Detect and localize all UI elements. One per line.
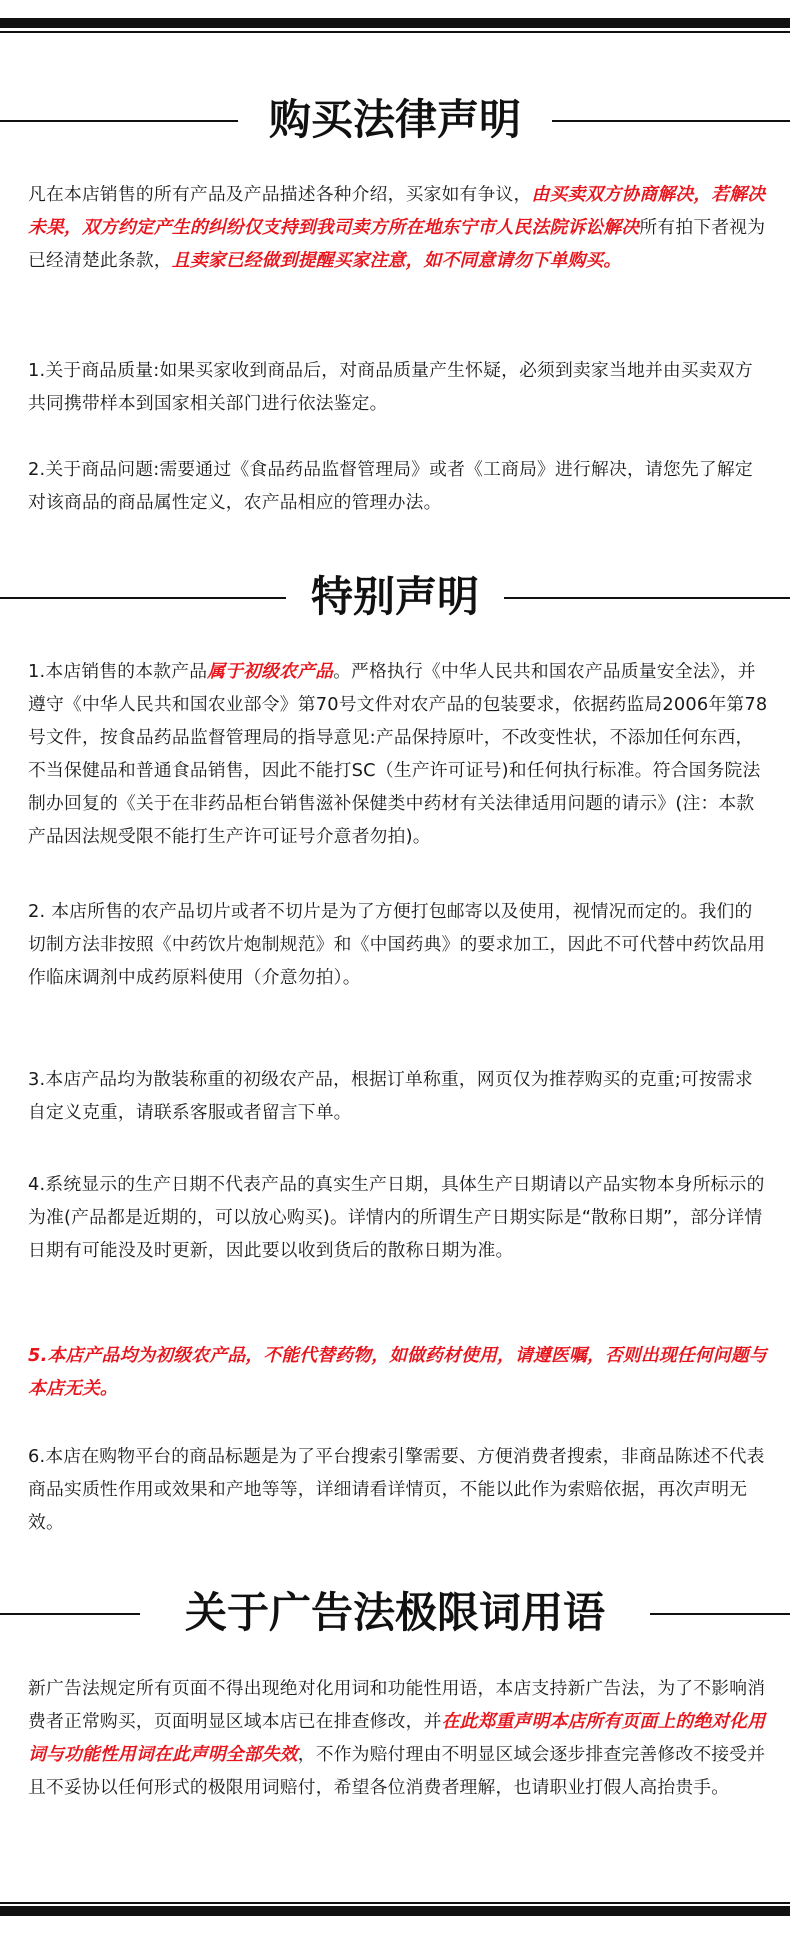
heading-rule-right	[552, 120, 790, 122]
special-item-1	[28, 655, 768, 853]
intro-text: 凡在本店销售的所有产品及产品描述各种介绍，买家如有争议，	[28, 184, 532, 205]
purchase-item-1: 1.关于商品质量:如果买家收到商品后，对商品质量产生怀疑，必须到卖家当地并由买卖双方共同携带样本到国家相关部门进行依法鉴定。	[28, 360, 753, 414]
special-item-4: 4.系统显示的生产日期不代表产品的真实生产日期，具体生产日期请以产品实物本身所标示的为准(产品都是近期的，可以放心购买)。详情内的所谓生产日期实际是“散称日期”，部分详情日期有可能没及时更新，因此要以收到货后的散称日期为准。	[28, 1174, 765, 1261]
section-heading-ad	[0, 1578, 790, 1648]
intro-highlight: 由买卖双方协商解决，若解决未果，双方约定产生的纠纷仅支持到我司卖方所在地东宁市人民法院诉讼解决	[28, 184, 766, 238]
item-highlight: 属于初级农产品	[207, 661, 334, 682]
section-heading-purchase	[0, 85, 790, 155]
item-text: 1.本店销售的本款产品	[28, 661, 208, 682]
ad-text: 新广告法规定所有页面不得出现绝对化用词和功能性用语，本店支持新广告法，为了不影响消费者正常购买，页面明显区域本店已在排查修改，并	[28, 1678, 766, 1732]
ad-statement	[28, 1672, 768, 1804]
heading-rule-right	[504, 597, 790, 599]
bottom-thick-rule	[0, 1906, 790, 1916]
ad-highlight: 在此郑重声明本店所有页面上的绝对化用词与功能性用词在此声明全部失效	[28, 1711, 766, 1765]
purchase-intro	[28, 178, 768, 277]
purchase-item-2: 2.关于商品问题:需要通过《食品药品监督管理局》或者《工商局》进行解决，请您先了解定对该商品的商品属性定义，农产品相应的管理办法。	[28, 459, 753, 513]
section-title: 关于广告法极限词用语	[184, 1588, 605, 1637]
section-title: 特别声明	[310, 572, 479, 621]
section-heading-special	[0, 562, 790, 632]
bottom-thin-rule	[0, 1902, 790, 1904]
top-thick-rule	[0, 18, 790, 28]
item-highlight: 5.本店产品均为初级农产品，不能代替药物，如做药材使用，请遵医嘱，否则出现任何问题与本店无关。	[28, 1345, 767, 1399]
intro-highlight: 且卖家已经做到提醒买家注意，如不同意请勿下单购买。	[171, 250, 622, 271]
item-text: 。严格执行《中华人民共和国农产品质量安全法》，并遵守《中华人民共和国农业部令》第70号文件对农产品的包装要求，依据药监局2006年第78号文件，按食品药品监督管理局的指导意见:产品保持原叶，不改变性状，不添加任何东西，不当保健品和普通食品销售，因此不能打SC（生产许可证号)和任何执行标准。符合国务院法制办回复的《关于在非药品柜台销售滋补保健类中药材有关法律适用问题的请示》(注：本款产品因法规受限不能打生产许可证号介意者勿拍)。	[28, 661, 768, 847]
special-item-6: 6.本店在购物平台的商品标题是为了平台搜索引擎需要、方便消费者搜索，非商品陈述不代表商品实质性作用或效果和产地等等，详细请看详情页，不能以此作为索赔依据，再次声明无效。	[28, 1446, 765, 1533]
special-item-3: 3.本店产品均为散装称重的初级农产品，根据订单称重，网页仅为推荐购买的克重;可按需求自定义克重，请联系客服或者留言下单。	[28, 1069, 753, 1123]
top-thin-rule	[0, 31, 790, 33]
special-item-2: 2. 本店所售的农产品切片或者不切片是为了方便打包邮寄以及使用，视情况而定的。我们的切制方法非按照《中药饮片炮制规范》和《中国药典》的要求加工，因此不可代替中药饮品用作临床调剂中成药原料使用（介意勿拍）。	[28, 901, 766, 988]
intro-text: 所有拍下者视为已经清楚此条款，	[28, 217, 766, 271]
heading-rule-right	[650, 1613, 790, 1615]
section-title: 购买法律声明	[268, 95, 521, 144]
special-item-5	[28, 1339, 768, 1405]
ad-text: ，不作为赔付理由不明显区域会逐步排查完善修改不接受并且不妥协以任何形式的极限用词赔付，希望各位消费者理解，也请职业打假人高抬贵手。	[28, 1744, 766, 1798]
